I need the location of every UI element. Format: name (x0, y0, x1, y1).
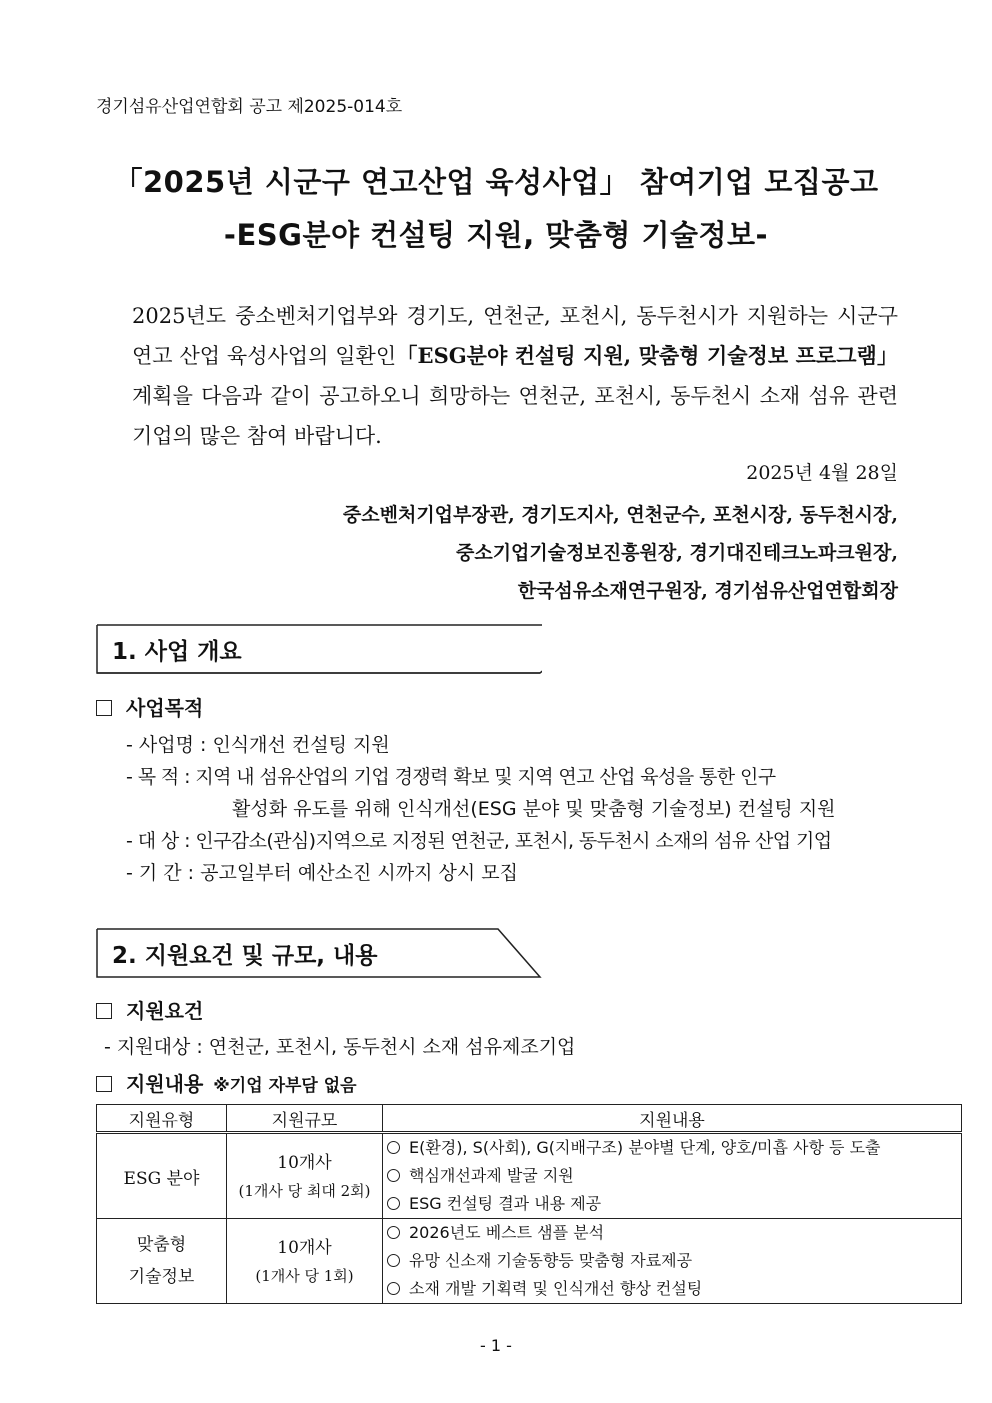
content-item-text: ESG 컨설팅 결과 내용 제공 (409, 1194, 602, 1213)
table-cell-scale (227, 1219, 383, 1304)
table-cell-content (383, 1219, 962, 1304)
intro-paragraph (92, 296, 898, 456)
content-item (387, 1219, 957, 1247)
intro-text-1: 2025년도 중소벤처기업부와 경기도, 연천군, 포천시, 동두천시가 지원하는 시군구 연고 산업 육성사업의 일환인 (132, 304, 898, 368)
content-item (387, 1162, 957, 1190)
table-cell-type (97, 1219, 227, 1304)
circle-bullet-icon (387, 1141, 400, 1154)
scale-count: 10개사 (277, 1153, 332, 1173)
table-header-type: 지원유형 (97, 1105, 227, 1133)
page-number: - 1 - (480, 1336, 512, 1355)
content-item-text: E(환경), S(사회), G(지배구조) 분야별 단계, 양호/미흡 사항 등 도출 (409, 1138, 881, 1157)
content-item (387, 1247, 957, 1275)
page-subtitle: -ESG분야 컨설팅 지원, 맞춤형 기술정보- (223, 218, 769, 252)
checkbox-square-icon (96, 700, 112, 716)
support-table (96, 1104, 962, 1304)
type-line: 기술정보 (128, 1267, 195, 1287)
checkbox-square-icon (96, 1076, 112, 1092)
table-cell-scale (227, 1133, 383, 1219)
content-item (387, 1134, 957, 1162)
table-row (97, 1133, 962, 1219)
list-item: - 대 상 : 인구감소(관심)지역으로 지정된 연천군, 포천시, 동두천시 소재의 섬유 산업 기업 (126, 830, 832, 852)
notice-date: 2025년 4월 28일 (746, 462, 898, 484)
checkbox-square-icon (96, 1003, 112, 1019)
list-item: - 목 적 : 지역 내 섬유산업의 기업 경쟁력 확보 및 지역 연고 산업 육성을 통한 인구 (126, 766, 776, 788)
signatory-line: 한국섬유소재연구원장, 경기섬유산업연합회장 (517, 580, 898, 602)
table-header-scale: 지원규모 (227, 1105, 383, 1133)
signatory-line: 중소기업기술정보진흥원장, 경기대진테크노파크원장, (456, 542, 898, 564)
table-header-row (97, 1105, 962, 1133)
section-heading-label: 1. 사업 개요 (112, 639, 242, 665)
subheading-requirements (96, 995, 203, 1024)
subheading-purpose (96, 692, 203, 721)
section-heading-label: 2. 지원요건 및 규모, 내용 (112, 943, 378, 969)
scale-note: (1개사 당 최대 2회) (238, 1182, 371, 1200)
content-item-text: 유망 신소재 기술동향등 맞춤형 자료제공 (409, 1251, 693, 1270)
content-note: ※기업 자부담 없음 (213, 1076, 357, 1096)
circle-bullet-icon (387, 1169, 400, 1182)
scale-count: 10개사 (277, 1238, 332, 1258)
signatory-line: 중소벤처기업부장관, 경기도지사, 연천군수, 포천시장, 동두천시장, (342, 504, 898, 526)
notice-number: 경기섬유산업연합회 공고 제2025-014호 (96, 97, 403, 117)
section-heading-overview (96, 624, 540, 672)
intro-text-2: 계획을 다음과 같이 공고하오니 희망하는 연천군, 포천시, 동두천시 소재 섬유 관련 기업의 많은 참여 바랍니다. (132, 384, 898, 448)
intro-program-name: 「ESG분야 컨설팅 지원, 맞춤형 기술정보 프로그램」 (396, 343, 898, 368)
table-cell-content (383, 1133, 962, 1219)
subheading-label: 지원내용 (126, 1072, 204, 1096)
table-cell-type: ESG 분야 (97, 1133, 227, 1219)
subheading-label: 지원요건 (126, 999, 204, 1023)
subheading-label: 사업목적 (126, 696, 204, 720)
circle-bullet-icon (387, 1282, 400, 1295)
list-item: - 지원대상 : 연천군, 포천시, 동두천시 소재 섬유제조기업 (104, 1036, 576, 1058)
circle-bullet-icon (387, 1226, 400, 1239)
list-item: - 기 간 : 공고일부터 예산소진 시까지 상시 모집 (126, 862, 518, 884)
content-item-text: 2026년도 베스트 샘플 분석 (409, 1223, 605, 1242)
circle-bullet-icon (387, 1197, 400, 1210)
content-item (387, 1190, 957, 1218)
circle-bullet-icon (387, 1254, 400, 1267)
content-item-text: 핵심개선과제 발굴 지원 (409, 1166, 574, 1185)
table-header-content: 지원내용 (383, 1105, 962, 1133)
table-row (97, 1219, 962, 1304)
scale-note: (1개사 당 1회) (255, 1267, 354, 1285)
list-item: - 사업명 : 인식개선 컨설팅 지원 (126, 734, 390, 756)
content-item-text: 소재 개발 기획력 및 인식개선 향상 컨설팅 (409, 1279, 703, 1298)
page-title: 「2025년 시군구 연고산업 육성사업」 참여기업 모집공고 (113, 165, 879, 199)
section-heading-support (96, 928, 540, 976)
subheading-content (96, 1068, 357, 1097)
type-line: 맞춤형 (136, 1235, 187, 1255)
content-item (387, 1275, 957, 1303)
list-item-continuation: 활성화 유도를 위해 인식개선(ESG 분야 및 맞춤형 기술정보) 컨설팅 지원 (232, 798, 836, 820)
